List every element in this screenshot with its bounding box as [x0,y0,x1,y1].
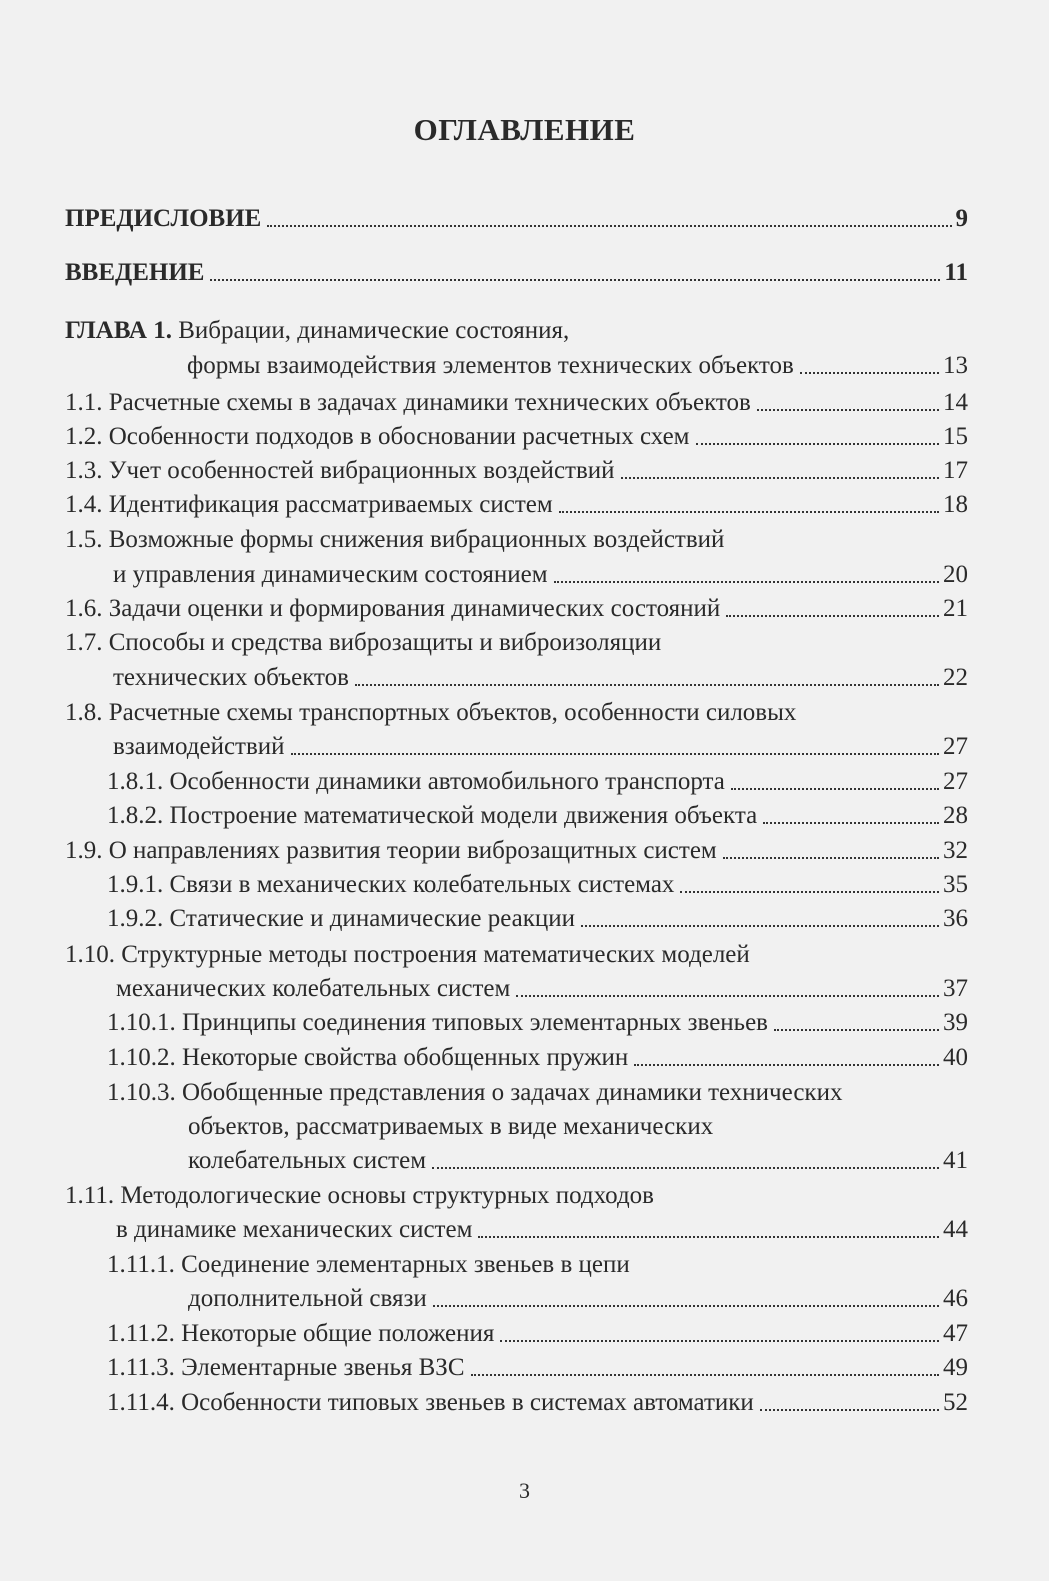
toc-entry-title: ПРЕДИСЛОВИЕ [65,205,262,232]
toc-entry-page: 35 [943,871,968,898]
toc-entry [107,1382,968,1418]
dot-leader [757,409,939,411]
toc-entry [65,450,968,486]
dot-leader [581,925,939,927]
toc-entry-page: 28 [943,802,968,829]
toc-entry-page: 9 [955,205,968,232]
toc-entry-page: 18 [943,491,968,518]
toc-entry [65,198,968,234]
dot-leader [559,511,939,513]
toc-entry-title: 1.10.1. Принципы соединения типовых элементарных звеньев [107,1009,768,1036]
toc-entry [107,1313,968,1349]
toc-entry-page: 52 [943,1389,968,1416]
toc-entry [107,898,968,934]
toc-entry-title: 1.8.2. Построение математической модели движения объекта [107,802,758,829]
toc-entry-page: 13 [943,352,968,379]
toc-entry [65,416,968,452]
toc-entry-title: механических колебательных систем [116,975,511,1002]
dot-leader [267,225,951,227]
toc-entry-title: 1.2. Особенности подходов в обосновании расчетных схем [65,423,690,450]
chapter-label: ГЛАВА 1. [65,317,172,344]
toc-entry [187,345,968,381]
toc-entry-page: 37 [943,975,968,1002]
toc-entry [65,484,968,520]
toc-entry-title: 1.11.2. Некоторые общие положения [107,1320,495,1347]
toc-entry-page: 14 [943,389,968,416]
toc-entry [65,382,968,418]
toc-entry-title [107,1250,630,1280]
toc-entry-title: ВВЕДЕНИЕ [65,259,205,286]
dot-leader [432,1167,939,1169]
toc-entry-page: 40 [943,1044,968,1071]
toc-entry-title [65,525,724,555]
toc-entry [113,554,968,590]
dot-leader [478,1236,939,1238]
toc-entry [116,1209,968,1245]
dot-leader [516,995,939,997]
toc-entry [116,968,968,1004]
page-number: 3 [519,1478,530,1503]
toc-entry-page: 27 [943,733,968,760]
toc-entry-page: 22 [943,664,968,691]
toc-entry-title: 1.3. Учет особенностей вибрационных воздействий [65,457,615,484]
toc-entry-title [65,698,796,728]
toc-entry-page: 47 [943,1320,968,1347]
toc-entry-title: 1.4. Идентификация рассматриваемых систем [65,491,553,518]
toc-entry-page: 39 [943,1009,968,1036]
toc-entry-title [65,1181,654,1211]
toc-entry-text: 1.11. Методологические основы структурных подходов [65,1182,654,1209]
toc-entry-title [65,316,569,346]
toc-entry-title: 1.1. Расчетные схемы в задачах динамики технических объектов [65,389,751,416]
dot-leader [723,857,939,859]
toc-entry-page: 20 [943,561,968,588]
toc-entry-title: технических объектов [113,664,349,691]
toc-entry-title: дополнительной связи [188,1285,427,1312]
dot-leader [800,372,939,374]
dot-leader [621,477,939,479]
toc-entry-title: 1.10.2. Некоторые свойства обобщенных пружин [107,1044,629,1071]
toc-entry [107,795,968,831]
toc-entry [65,830,968,866]
toc-entry-page: 17 [943,457,968,484]
toc-entry-title: 1.9.1. Связи в механических колебательных системах [107,871,675,898]
toc-entry [65,252,968,288]
toc-entry-title: формы взаимодействия элементов технических объектов [187,352,794,379]
toc-entry-text: Вибрации, динамические состояния, [171,317,570,344]
toc-entry [113,726,968,762]
dot-leader [554,581,939,583]
dot-leader [433,1305,939,1307]
toc-entry [107,1347,968,1383]
dot-leader [210,279,940,281]
toc-entry-title: в динамике механических систем [116,1216,473,1243]
toc-entry-page: 49 [943,1354,968,1381]
dot-leader [731,788,939,790]
toc-entry-text: 1.8. Расчетные схемы транспортных объектов, особенности силовых [65,699,797,726]
dot-leader [680,891,939,893]
dot-leader [774,1029,939,1031]
toc-entry-text: 1.10.3. Обобщенные представления о задачах динамики технических [107,1079,843,1106]
toc-entry-text: 1.7. Способы и средства виброзащиты и виброизоляции [65,629,662,656]
toc-entry-title [65,940,750,970]
toc-entry-title [188,1112,713,1142]
toc-entry-text: объектов, рассматриваемых в виде механических [188,1113,714,1140]
toc-entry-page: 36 [943,905,968,932]
dot-leader [471,1374,940,1376]
dot-leader [763,822,939,824]
toc-entry-page: 11 [944,259,968,286]
toc-entry [188,1278,968,1314]
toc-entry-title: 1.9.2. Статические и динамические реакции [107,905,576,932]
toc-entry [65,588,968,624]
dot-leader [355,684,939,686]
toc-entry-page: 27 [943,768,968,795]
toc-entry-page: 32 [943,837,968,864]
toc-entry-page: 21 [943,595,968,622]
toc-entry [113,657,968,693]
dot-leader [634,1064,939,1066]
toc-entry-title [65,628,661,658]
toc-entry [107,1002,968,1038]
toc-entry [107,864,968,900]
toc-entry-title: колебательных систем [188,1147,427,1174]
toc-entry-text: 1.11.1. Соединение элементарных звеньев в цепи [107,1251,630,1278]
toc-entry [107,761,968,797]
dot-leader [696,443,940,445]
toc-entry-text: 1.5. Возможные формы снижения вибрационных воздействий [65,526,725,553]
toc-entry-page: 46 [943,1285,968,1312]
toc-entry-page: 41 [943,1147,968,1174]
toc-entry [188,1140,968,1176]
toc-entry-page: 44 [943,1216,968,1243]
toc-entry-title: 1.11.3. Элементарные звенья ВЗС [107,1354,465,1381]
dot-leader [726,615,939,617]
dot-leader [760,1409,939,1411]
toc-entry-title: 1.8.1. Особенности динамики автомобильного транспорта [107,768,725,795]
dot-leader [500,1340,939,1342]
toc-entry-text: 1.10. Структурные методы построения математических моделей [65,941,750,968]
toc-entry-title: 1.9. О направлениях развития теории виброзащитных систем [65,837,717,864]
toc-entry-title: 1.11.4. Особенности типовых звеньев в системах автоматики [107,1389,754,1416]
toc-entry-title: и управления динамическим состоянием [113,561,548,588]
toc-entry-title [107,1078,842,1108]
toc-heading: ОГЛАВЛЕНИЕ [413,112,636,147]
toc-entry-title: взаимодействий [113,733,285,760]
toc-entry [107,1037,968,1073]
toc-entry-page: 15 [943,423,968,450]
dot-leader [291,753,939,755]
toc-entry-title: 1.6. Задачи оценки и формирования динамических состояний [65,595,721,622]
